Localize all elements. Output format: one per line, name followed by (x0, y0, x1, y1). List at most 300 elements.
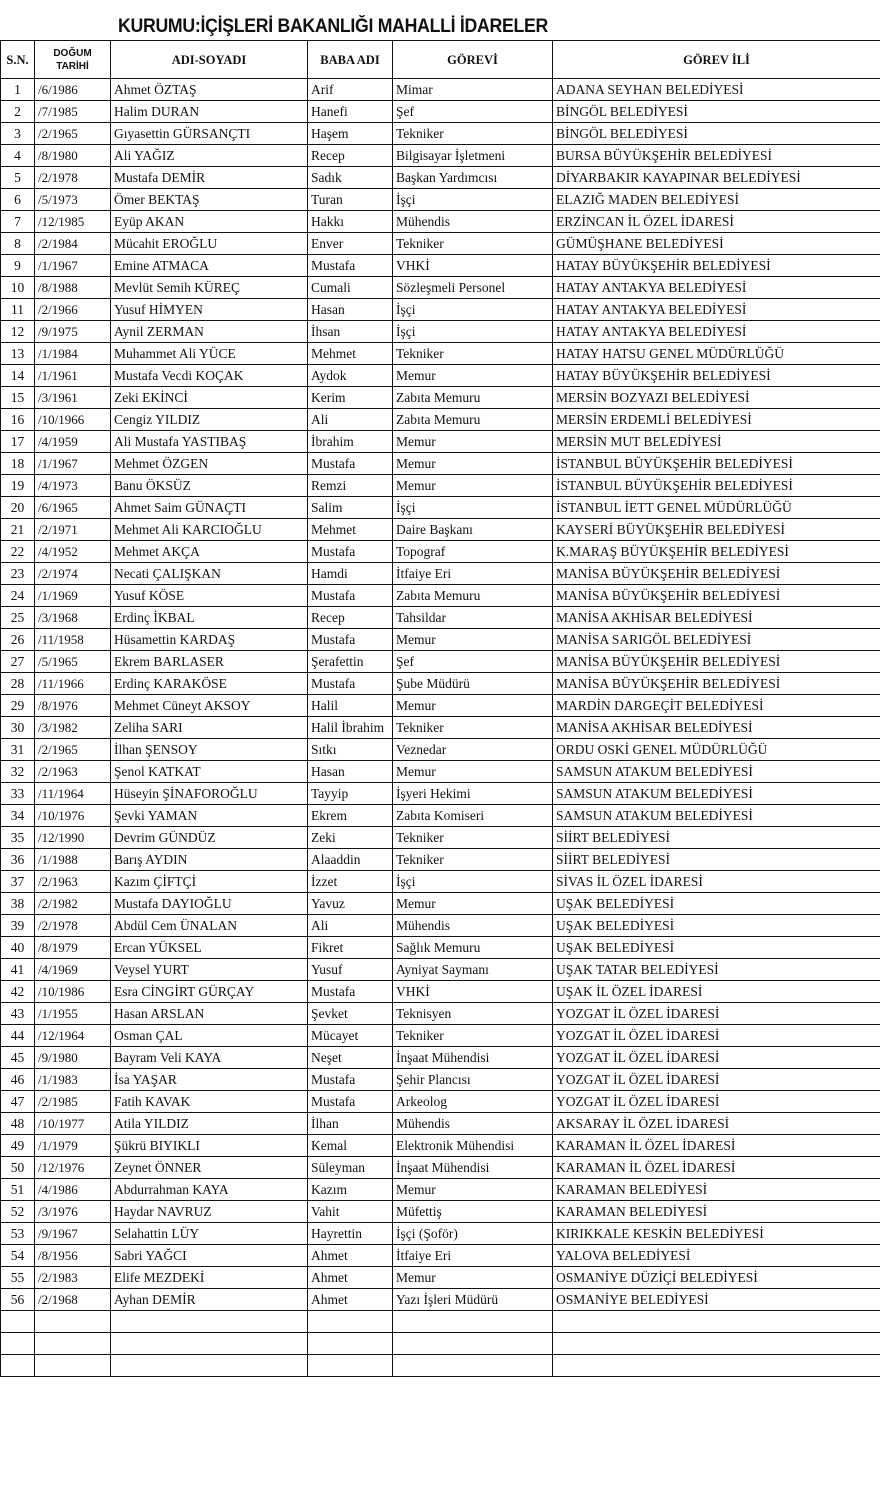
cell-father-name: Aydok (308, 365, 393, 387)
cell-birth-date: /3/1976 (35, 1201, 111, 1223)
cell-location: YOZGAT İL ÖZEL İDARESİ (553, 1091, 880, 1113)
cell-father-name: Arif (308, 79, 393, 101)
header-birth-date (35, 41, 111, 79)
cell-birth-date: /3/1961 (35, 387, 111, 409)
cell-father-name: Mustafa (308, 585, 393, 607)
cell-birth-date: /12/1964 (35, 1025, 111, 1047)
table-row (1, 453, 880, 475)
cell-birth-date: /1/1955 (35, 1003, 111, 1025)
table-row (1, 937, 880, 959)
cell-duty: Memur (393, 629, 553, 651)
cell-location: MANİSA AKHİSAR BELEDİYESİ (553, 607, 880, 629)
cell-name: Selahattin LÜY (111, 1223, 308, 1245)
cell-sn: 26 (1, 629, 35, 651)
table-row (1, 673, 880, 695)
cell-duty: İtfaiye Eri (393, 563, 553, 585)
cell-father-name: Zeki (308, 827, 393, 849)
table-row (1, 871, 880, 893)
cell-location: HATAY HATSU GENEL MÜDÜRLÜĞÜ (553, 343, 880, 365)
cell-birth-date: /4/1969 (35, 959, 111, 981)
cell-birth-date: /11/1966 (35, 673, 111, 695)
cell-name: Ayhan DEMİR (111, 1289, 308, 1311)
cell-duty: Memur (393, 1179, 553, 1201)
cell-father-name: Neşet (308, 1047, 393, 1069)
cell-birth-date: /12/1985 (35, 211, 111, 233)
cell-sn: 54 (1, 1245, 35, 1267)
table-row (1, 1267, 880, 1289)
cell-birth-date: /2/1965 (35, 123, 111, 145)
cell-father-name: Ali (308, 409, 393, 431)
cell-sn: 3 (1, 123, 35, 145)
table-row (1, 233, 880, 255)
table-row (1, 607, 880, 629)
cell-sn: 44 (1, 1025, 35, 1047)
cell-father-name: Ahmet (308, 1267, 393, 1289)
cell-sn: 8 (1, 233, 35, 255)
cell-location: HATAY ANTAKYA BELEDİYESİ (553, 299, 880, 321)
cell-name: Mücahit EROĞLU (111, 233, 308, 255)
cell-father-name: Kazım (308, 1179, 393, 1201)
cell-name: Yusuf HİMYEN (111, 299, 308, 321)
cell-duty-empty (393, 1333, 553, 1355)
cell-name: Ahmet ÖZTAŞ (111, 79, 308, 101)
cell-birth-date: /11/1958 (35, 629, 111, 651)
cell-name: Esra CİNGİRT GÜRÇAY (111, 981, 308, 1003)
cell-father-name: Alaaddin (308, 849, 393, 871)
cell-duty: Mühendis (393, 1113, 553, 1135)
cell-duty: Başkan Yardımcısı (393, 167, 553, 189)
cell-name: Gıyasettin GÜRSANÇTI (111, 123, 308, 145)
cell-name: Necati ÇALIŞKAN (111, 563, 308, 585)
cell-sn: 30 (1, 717, 35, 739)
cell-birth-date-empty (35, 1311, 111, 1333)
cell-sn-empty (1, 1355, 35, 1377)
table-row (1, 1091, 880, 1113)
cell-father-name: İhsan (308, 321, 393, 343)
table-row (1, 255, 880, 277)
cell-duty: İşçi (393, 189, 553, 211)
cell-name: Şükrü BIYIKLI (111, 1135, 308, 1157)
table-row (1, 1179, 880, 1201)
cell-name: Halim DURAN (111, 101, 308, 123)
cell-duty: Arkeolog (393, 1091, 553, 1113)
cell-birth-date: /9/1967 (35, 1223, 111, 1245)
cell-location: YALOVA BELEDİYESİ (553, 1245, 880, 1267)
cell-name: Atila YILDIZ (111, 1113, 308, 1135)
table-row (1, 1201, 880, 1223)
cell-location: İSTANBUL BÜYÜKŞEHİR BELEDİYESİ (553, 475, 880, 497)
cell-duty: İşçi (393, 497, 553, 519)
cell-duty: Şef (393, 101, 553, 123)
cell-father-name: İzzet (308, 871, 393, 893)
cell-location: HATAY BÜYÜKŞEHİR BELEDİYESİ (553, 255, 880, 277)
table-row (1, 783, 880, 805)
cell-sn: 35 (1, 827, 35, 849)
cell-sn: 41 (1, 959, 35, 981)
cell-birth-date: /5/1973 (35, 189, 111, 211)
cell-father-name: Ahmet (308, 1245, 393, 1267)
cell-duty: Bilgisayar İşletmeni (393, 145, 553, 167)
cell-birth-date: /1/1984 (35, 343, 111, 365)
cell-location: ADANA SEYHAN BELEDİYESİ (553, 79, 880, 101)
header-location: GÖREV İLİ (553, 41, 880, 79)
cell-father-name: Mücayet (308, 1025, 393, 1047)
cell-father-name: Turan (308, 189, 393, 211)
cell-name: Mehmet Cüneyt AKSOY (111, 695, 308, 717)
cell-sn: 20 (1, 497, 35, 519)
cell-duty: İşçi (Şoför) (393, 1223, 553, 1245)
table-row (1, 475, 880, 497)
cell-father-name: Yusuf (308, 959, 393, 981)
cell-father-name: Ali (308, 915, 393, 937)
cell-duty: Zabıta Memuru (393, 409, 553, 431)
cell-location: HATAY ANTAKYA BELEDİYESİ (553, 277, 880, 299)
cell-father-name: Mustafa (308, 453, 393, 475)
table-row (1, 387, 880, 409)
cell-father-name-empty (308, 1333, 393, 1355)
cell-sn: 1 (1, 79, 35, 101)
cell-birth-date: /3/1968 (35, 607, 111, 629)
cell-location: SAMSUN ATAKUM BELEDİYESİ (553, 761, 880, 783)
cell-father-name: Recep (308, 607, 393, 629)
table-row (1, 761, 880, 783)
cell-duty: Tekniker (393, 849, 553, 871)
cell-sn: 2 (1, 101, 35, 123)
table-row (1, 893, 880, 915)
cell-name: Zeki EKİNCİ (111, 387, 308, 409)
cell-sn: 4 (1, 145, 35, 167)
cell-name: Hasan ARSLAN (111, 1003, 308, 1025)
cell-duty: Müfettiş (393, 1201, 553, 1223)
cell-location: ORDU OSKİ GENEL MÜDÜRLÜĞÜ (553, 739, 880, 761)
cell-birth-date: /10/1976 (35, 805, 111, 827)
cell-father-name: Recep (308, 145, 393, 167)
cell-name: Ercan YÜKSEL (111, 937, 308, 959)
cell-name: Ahmet Saim GÜNAÇTI (111, 497, 308, 519)
table-row (1, 101, 880, 123)
cell-name: Zeynet ÖNNER (111, 1157, 308, 1179)
personnel-table (0, 40, 880, 1377)
cell-father-name: Mustafa (308, 629, 393, 651)
cell-name: Abdurrahman KAYA (111, 1179, 308, 1201)
cell-father-name: Enver (308, 233, 393, 255)
table-row (1, 1025, 880, 1047)
cell-sn: 32 (1, 761, 35, 783)
cell-duty: Mühendis (393, 915, 553, 937)
cell-birth-date: /9/1975 (35, 321, 111, 343)
cell-father-name: Sıtkı (308, 739, 393, 761)
cell-sn: 12 (1, 321, 35, 343)
cell-location: SAMSUN ATAKUM BELEDİYESİ (553, 805, 880, 827)
cell-birth-date: /2/1984 (35, 233, 111, 255)
cell-location: UŞAK TATAR BELEDİYESİ (553, 959, 880, 981)
cell-location: ELAZIĞ MADEN BELEDİYESİ (553, 189, 880, 211)
cell-location-empty (553, 1311, 880, 1333)
cell-location: SAMSUN ATAKUM BELEDİYESİ (553, 783, 880, 805)
cell-duty: Şehir Plancısı (393, 1069, 553, 1091)
cell-sn: 45 (1, 1047, 35, 1069)
cell-duty: Teknisyen (393, 1003, 553, 1025)
cell-name: Mehmet AKÇA (111, 541, 308, 563)
table-row (1, 563, 880, 585)
cell-name: Fatih KAVAK (111, 1091, 308, 1113)
cell-duty: Sözleşmeli Personel (393, 277, 553, 299)
table-row (1, 79, 880, 101)
cell-birth-date: /2/1968 (35, 1289, 111, 1311)
empty-table-row (1, 1311, 880, 1333)
cell-birth-date: /2/1983 (35, 1267, 111, 1289)
cell-location: MANİSA BÜYÜKŞEHİR BELEDİYESİ (553, 651, 880, 673)
cell-father-name: Kemal (308, 1135, 393, 1157)
cell-sn: 11 (1, 299, 35, 321)
cell-location: İSTANBUL BÜYÜKŞEHİR BELEDİYESİ (553, 453, 880, 475)
cell-duty: Tekniker (393, 1025, 553, 1047)
table-row (1, 277, 880, 299)
cell-name: Banu ÖKSÜZ (111, 475, 308, 497)
cell-name: Yusuf KÖSE (111, 585, 308, 607)
cell-duty: İşçi (393, 871, 553, 893)
cell-birth-date: /8/1976 (35, 695, 111, 717)
cell-birth-date: /2/1963 (35, 871, 111, 893)
cell-name: Elife MEZDEKİ (111, 1267, 308, 1289)
cell-name: İsa YAŞAR (111, 1069, 308, 1091)
cell-location: YOZGAT İL ÖZEL İDARESİ (553, 1069, 880, 1091)
cell-sn: 17 (1, 431, 35, 453)
cell-duty: İnşaat Mühendisi (393, 1047, 553, 1069)
cell-name: Emine ATMACA (111, 255, 308, 277)
cell-father-name: Ahmet (308, 1289, 393, 1311)
cell-name: Erdinç KARAKÖSE (111, 673, 308, 695)
table-row (1, 299, 880, 321)
cell-location: MERSİN ERDEMLİ BELEDİYESİ (553, 409, 880, 431)
cell-name: Şevki YAMAN (111, 805, 308, 827)
cell-birth-date: /4/1952 (35, 541, 111, 563)
cell-location: SİVAS İL ÖZEL İDARESİ (553, 871, 880, 893)
cell-birth-date-empty (35, 1333, 111, 1355)
cell-sn: 21 (1, 519, 35, 541)
cell-location: MANİSA BÜYÜKŞEHİR BELEDİYESİ (553, 673, 880, 695)
table-row (1, 519, 880, 541)
cell-name: Kazım ÇİFTÇİ (111, 871, 308, 893)
cell-duty: Topograf (393, 541, 553, 563)
cell-father-name: Mustafa (308, 673, 393, 695)
table-row (1, 585, 880, 607)
table-row (1, 805, 880, 827)
cell-sn: 16 (1, 409, 35, 431)
cell-birth-date: /2/1978 (35, 915, 111, 937)
cell-duty: Elektronik Mühendisi (393, 1135, 553, 1157)
cell-name: Abdül Cem ÜNALAN (111, 915, 308, 937)
cell-location: UŞAK BELEDİYESİ (553, 893, 880, 915)
cell-name: Mustafa Vecdi KOÇAK (111, 365, 308, 387)
cell-location: BİNGÖL BELEDİYESİ (553, 101, 880, 123)
cell-father-name: Salim (308, 497, 393, 519)
header-birth-date-line1: DOĞUM (53, 47, 92, 59)
cell-location: ERZİNCAN İL ÖZEL İDARESİ (553, 211, 880, 233)
cell-birth-date: /10/1977 (35, 1113, 111, 1135)
cell-duty: Zabıta Komiseri (393, 805, 553, 827)
cell-sn: 7 (1, 211, 35, 233)
cell-location: MERSİN MUT BELEDİYESİ (553, 431, 880, 453)
cell-duty: Yazı İşleri Müdürü (393, 1289, 553, 1311)
cell-sn: 47 (1, 1091, 35, 1113)
cell-father-name-empty (308, 1311, 393, 1333)
cell-name: Ali Mustafa YASTIBAŞ (111, 431, 308, 453)
cell-father-name: Mustafa (308, 1069, 393, 1091)
cell-father-name: Hakkı (308, 211, 393, 233)
cell-birth-date: /11/1964 (35, 783, 111, 805)
cell-father-name: Vahit (308, 1201, 393, 1223)
cell-birth-date: /8/1980 (35, 145, 111, 167)
cell-birth-date: /1/1983 (35, 1069, 111, 1091)
cell-duty: VHKİ (393, 981, 553, 1003)
cell-location: AKSARAY İL ÖZEL İDARESİ (553, 1113, 880, 1135)
cell-name: Zeliha SARI (111, 717, 308, 739)
cell-father-name: Ekrem (308, 805, 393, 827)
cell-name: Mehmet Ali KARCIOĞLU (111, 519, 308, 541)
cell-location: UŞAK İL ÖZEL İDARESİ (553, 981, 880, 1003)
table-row (1, 629, 880, 651)
table-row (1, 849, 880, 871)
header-sn: S.N. (1, 41, 35, 79)
cell-location: GÜMÜŞHANE BELEDİYESİ (553, 233, 880, 255)
cell-location: SİİRT BELEDİYESİ (553, 849, 880, 871)
cell-sn: 9 (1, 255, 35, 277)
cell-duty: Zabıta Memuru (393, 585, 553, 607)
cell-sn: 5 (1, 167, 35, 189)
cell-location: BİNGÖL BELEDİYESİ (553, 123, 880, 145)
cell-sn: 22 (1, 541, 35, 563)
cell-duty: Memur (393, 453, 553, 475)
cell-name: Erdinç İKBAL (111, 607, 308, 629)
cell-birth-date: /12/1990 (35, 827, 111, 849)
cell-location: MANİSA BÜYÜKŞEHİR BELEDİYESİ (553, 563, 880, 585)
table-row (1, 409, 880, 431)
cell-father-name: Mehmet (308, 343, 393, 365)
table-row (1, 1069, 880, 1091)
table-row (1, 1289, 880, 1311)
table-header-row (1, 41, 880, 79)
cell-sn: 14 (1, 365, 35, 387)
cell-duty: Mühendis (393, 211, 553, 233)
cell-name: Barış AYDIN (111, 849, 308, 871)
header-father-name: BABA ADI (308, 41, 393, 79)
cell-location: MANİSA AKHİSAR BELEDİYESİ (553, 717, 880, 739)
cell-father-name: Cumali (308, 277, 393, 299)
cell-birth-date: /2/1966 (35, 299, 111, 321)
cell-birth-date: /8/1979 (35, 937, 111, 959)
cell-sn: 56 (1, 1289, 35, 1311)
cell-location: İSTANBUL İETT GENEL MÜDÜRLÜĞÜ (553, 497, 880, 519)
cell-father-name: Hasan (308, 299, 393, 321)
cell-location: SİİRT BELEDİYESİ (553, 827, 880, 849)
table-row (1, 981, 880, 1003)
document-title: KURUMU:İÇİŞLERİ BAKANLIĞI MAHALLİ İDARELER (118, 16, 549, 37)
cell-name: Sabri YAĞCI (111, 1245, 308, 1267)
table-row (1, 211, 880, 233)
cell-sn: 6 (1, 189, 35, 211)
cell-duty: Tahsildar (393, 607, 553, 629)
cell-sn: 33 (1, 783, 35, 805)
cell-sn: 50 (1, 1157, 35, 1179)
cell-duty: Memur (393, 475, 553, 497)
cell-sn: 55 (1, 1267, 35, 1289)
table-row (1, 1113, 880, 1135)
cell-duty: Tekniker (393, 343, 553, 365)
cell-name: Haydar NAVRUZ (111, 1201, 308, 1223)
cell-father-name: Hamdi (308, 563, 393, 585)
table-row (1, 717, 880, 739)
cell-birth-date: /9/1980 (35, 1047, 111, 1069)
header-name: ADI-SOYADI (111, 41, 308, 79)
cell-birth-date: /8/1988 (35, 277, 111, 299)
cell-father-name: Yavuz (308, 893, 393, 915)
cell-sn: 23 (1, 563, 35, 585)
cell-name: Aynil ZERMAN (111, 321, 308, 343)
cell-sn: 18 (1, 453, 35, 475)
cell-name: Şenol KATKAT (111, 761, 308, 783)
cell-name-empty (111, 1333, 308, 1355)
cell-sn: 29 (1, 695, 35, 717)
cell-sn: 15 (1, 387, 35, 409)
cell-father-name: Fikret (308, 937, 393, 959)
cell-sn: 25 (1, 607, 35, 629)
table-row (1, 167, 880, 189)
cell-location: YOZGAT İL ÖZEL İDARESİ (553, 1003, 880, 1025)
table-row (1, 827, 880, 849)
cell-sn: 49 (1, 1135, 35, 1157)
table-row (1, 1157, 880, 1179)
cell-sn: 52 (1, 1201, 35, 1223)
cell-duty: Memur (393, 365, 553, 387)
table-row (1, 497, 880, 519)
cell-name: Muhammet Ali YÜCE (111, 343, 308, 365)
cell-sn: 48 (1, 1113, 35, 1135)
cell-location: KARAMAN İL ÖZEL İDARESİ (553, 1157, 880, 1179)
cell-birth-date: /1/1988 (35, 849, 111, 871)
cell-sn: 13 (1, 343, 35, 365)
table-row (1, 431, 880, 453)
cell-location: YOZGAT İL ÖZEL İDARESİ (553, 1025, 880, 1047)
cell-name: Mustafa DEMİR (111, 167, 308, 189)
table-row (1, 145, 880, 167)
cell-birth-date: /6/1986 (35, 79, 111, 101)
cell-birth-date: /1/1969 (35, 585, 111, 607)
cell-duty: İşyeri Hekimi (393, 783, 553, 805)
cell-name-empty (111, 1355, 308, 1377)
cell-duty: Memur (393, 893, 553, 915)
cell-name: Ömer BEKTAŞ (111, 189, 308, 211)
cell-birth-date: /3/1982 (35, 717, 111, 739)
cell-name: Veysel YURT (111, 959, 308, 981)
table-row (1, 123, 880, 145)
cell-father-name: Mehmet (308, 519, 393, 541)
cell-father-name: Halil İbrahim (308, 717, 393, 739)
cell-sn: 40 (1, 937, 35, 959)
cell-location: UŞAK BELEDİYESİ (553, 937, 880, 959)
cell-duty: İşçi (393, 321, 553, 343)
cell-name: Bayram Veli KAYA (111, 1047, 308, 1069)
cell-duty: Şube Müdürü (393, 673, 553, 695)
cell-location: K.MARAŞ BÜYÜKŞEHİR BELEDİYESİ (553, 541, 880, 563)
cell-birth-date: /6/1965 (35, 497, 111, 519)
cell-location: OSMANİYE BELEDİYESİ (553, 1289, 880, 1311)
cell-duty: Daire Başkanı (393, 519, 553, 541)
cell-father-name: Mustafa (308, 255, 393, 277)
cell-sn: 27 (1, 651, 35, 673)
empty-table-row (1, 1355, 880, 1377)
cell-sn: 39 (1, 915, 35, 937)
